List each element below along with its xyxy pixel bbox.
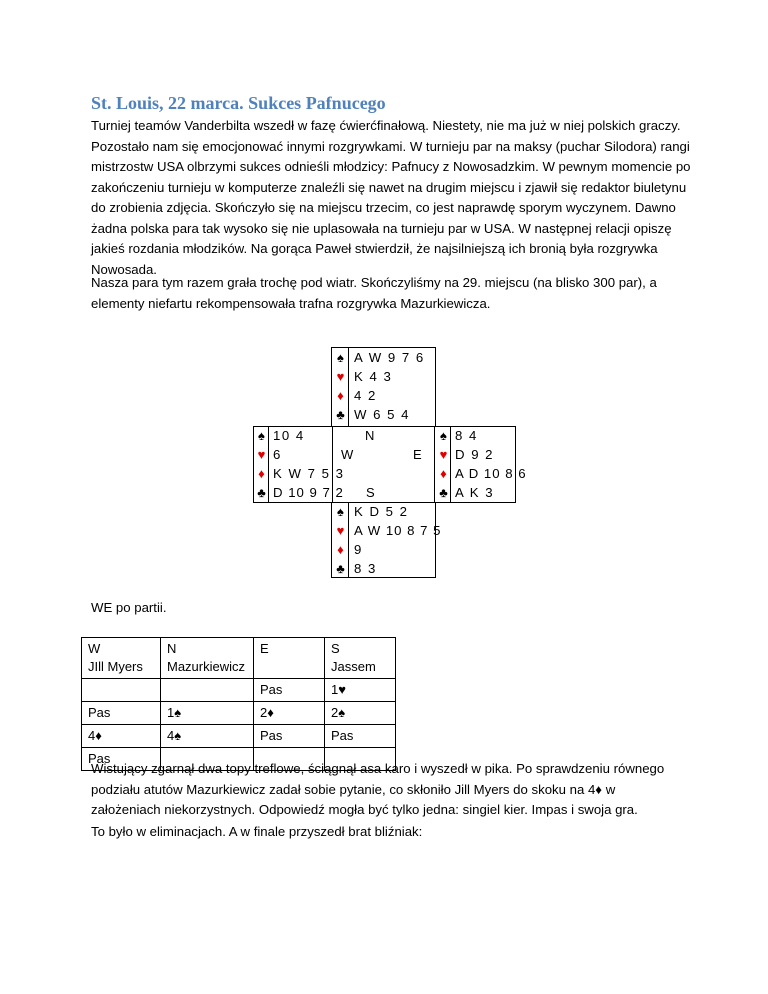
diamond-icon: ♦	[337, 542, 344, 557]
heart-icon: ♥	[439, 447, 448, 462]
south-diamonds: 9	[354, 542, 363, 557]
west-diamonds: K W 7 5 3	[273, 466, 345, 481]
north-clubs: W 6 5 4	[354, 407, 410, 422]
east-diamonds: A D 10 8 6	[455, 466, 527, 481]
header-west: W JIll Myers	[82, 638, 161, 679]
east-hearts: D 9 2	[455, 447, 495, 462]
east-clubs: A K 3	[455, 485, 495, 500]
header-south: S Jassem	[325, 638, 396, 679]
bid-cell: 4♠	[161, 725, 254, 748]
article-title: St. Louis, 22 marca. Sukces Pafnucego	[91, 93, 386, 113]
south-spades: K D 5 2	[354, 504, 409, 519]
spade-icon: ♠	[337, 504, 344, 519]
header-east: E	[254, 638, 325, 679]
diamond-icon: ♦	[440, 466, 447, 481]
table-row	[82, 679, 396, 702]
diamond-icon: ♦	[337, 388, 344, 403]
west-hearts: 6	[273, 447, 282, 462]
bid-cell: Pas	[82, 702, 161, 725]
paragraph-result: Nasza para tym razem grała trochę pod wiatr. Skończyliśmy na 29. miejscu (na blisko 300 par), a elementy niefartu rekompensowała trafna rozgrywka Mazurkiewicza.	[91, 275, 657, 311]
spade-icon: ♠	[440, 428, 447, 443]
compass-east: E	[413, 447, 422, 462]
bid-cell: 4♦	[82, 725, 161, 748]
paragraph-finale: To było w eliminacjach. A w finale przyszedł brat bliźniak:	[91, 824, 423, 839]
bidding-header-row	[82, 638, 396, 679]
bid-cell: 1♥	[325, 679, 396, 702]
east-spades: 8 4	[455, 428, 478, 443]
north-spades: A W 9 7 6	[354, 350, 425, 365]
west-spades: 10 4	[273, 428, 305, 443]
table-row	[82, 702, 396, 725]
club-icon: ♣	[257, 485, 266, 500]
bid-cell: Pas	[325, 725, 396, 748]
paragraph-play-analysis: Wistujący zgarnął dwa topy treflowe, ściągnął asa karo i wyszedł w pika. Po sprawdzeniu równego podziału atutów Mazurkiewicz zadał sobie pytanie, co skłoniło Jill Myers do skoku na 4♦ w założeniach niekorzystnych. Odpowiedź mogła być tylko jedna: singiel kier. Impas i swoja gra.	[91, 761, 665, 817]
north-diamonds: 4 2	[354, 388, 377, 403]
heart-icon: ♥	[257, 447, 266, 462]
bridge-deal-diagram	[253, 347, 527, 578]
spade-icon: ♠	[337, 350, 344, 365]
bid-cell: 2♠	[325, 702, 396, 725]
heart-icon: ♥	[336, 523, 345, 538]
heart-icon: ♥	[336, 369, 345, 384]
club-icon: ♣	[336, 407, 345, 422]
bid-cell: 1♠	[161, 702, 254, 725]
table-row	[82, 725, 396, 748]
bidding-table	[81, 637, 396, 771]
north-hearts: K 4 3	[354, 369, 393, 384]
vulnerability-note: WE po partii.	[91, 600, 167, 615]
header-north: N Mazurkiewicz	[161, 638, 254, 679]
bid-cell	[82, 679, 161, 702]
bid-cell: 2♦	[254, 702, 325, 725]
spade-icon: ♠	[258, 428, 265, 443]
bid-cell: Pas	[254, 679, 325, 702]
south-clubs: 8 3	[354, 561, 377, 576]
paragraph-intro: Turniej teamów Vanderbilta wszedł w fazę ćwierćfinałową. Niestety, nie ma już w niej polskich graczy. Pozostało nam się emocjonować innymi rozgrywkami. W turnieju par na maksy (puchar Silodora) rangi mistrzostw USA olbrzymi sukces odnieśli młodzicy: Pafnucy z Nowosadzkim. W pewnym momencie po zakończeniu turnieju w komputerze znaleźli się nawet na drugim miejscu i zjawił się redaktor biuletynu do zrobienia zdjęcia. Skończyło się na miejscu trzecim, co jest naprawdę sporym wyczynem. Dawno żadna polska para tak wysoko się nie uplasowała na turnieju par w USA. W następnej relacji opiszę jakieś rozdania młodzików. Na gorąca Paweł stwierdził, że najsilniejszą ich bronią była rozgrywka Nowosada.	[91, 118, 691, 277]
diamond-icon: ♦	[258, 466, 265, 481]
compass-south: S	[366, 485, 375, 500]
compass-north: N	[365, 428, 375, 443]
club-icon: ♣	[336, 561, 345, 576]
club-icon: ♣	[439, 485, 448, 500]
bid-cell: Pas	[82, 748, 161, 771]
west-clubs: D 10 9 7 2	[273, 485, 344, 500]
bid-cell	[161, 679, 254, 702]
south-hearts: A W 10 8 7 5	[354, 523, 442, 538]
compass-west: W	[341, 447, 354, 462]
bid-cell: Pas	[254, 725, 325, 748]
